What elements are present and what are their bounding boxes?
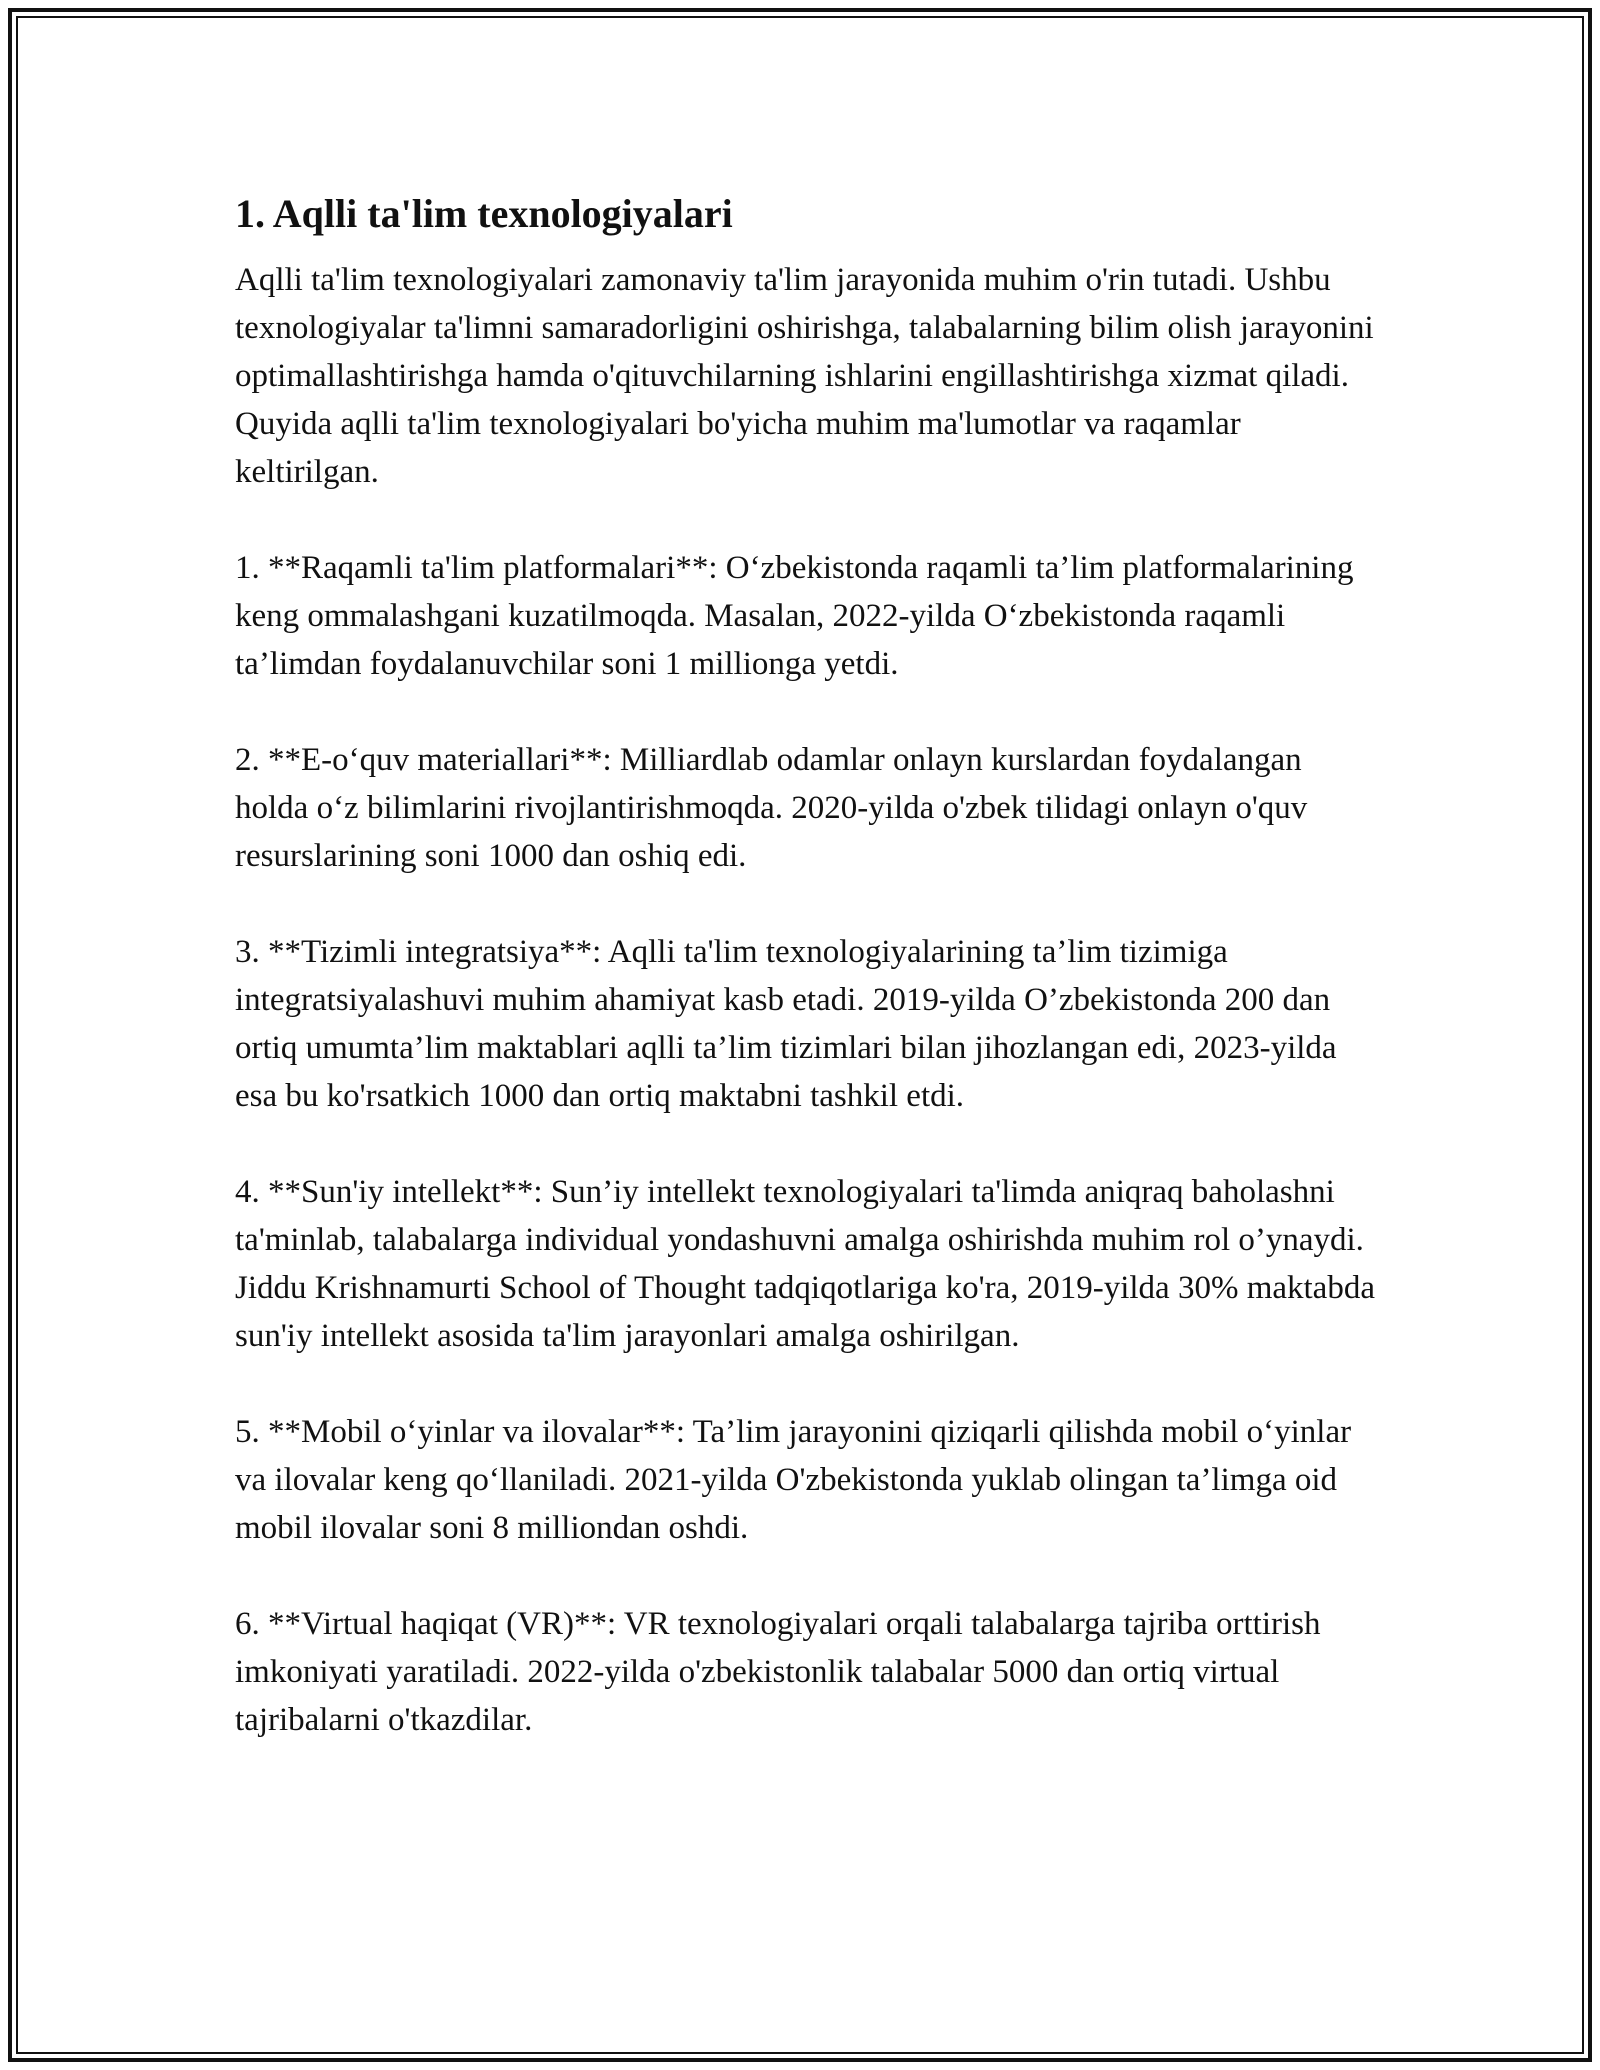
- item-e-learning-materials: 2. **E-o‘quv materiallari**: Milliardlab odamlar onlayn kurslardan foydalangan holda o‘z bilimlarini rivojlantirishmoqda. 2020-yilda o'zbek tilidagi onlayn o'quv resurslarining soni 1000 dan oshiq edi.: [235, 742, 1308, 874]
- intro-paragraph: Aqlli ta'lim texnologiyalari zamonaviy ta'lim jarayonida muhim o'rin tutadi. Ushbu texnologiyalar ta'limni samaradorligini oshirishga, talabalarning bilim olish jarayonini optimallashtirishga hamda o'qituvchilarning ishlarini engillashtirishga xizmat qiladi. Quyida aqlli ta'lim texnologiyalari bo'yicha muhim ma'lumotlar va raqamlar keltirilgan.: [235, 262, 1374, 490]
- item-system-integration: 3. **Tizimli integratsiya**: Aqlli ta'lim texnologiyalarining ta’lim tizimiga integratsiyalashuvi muhim ahamiyat kasb etadi. 2019-yilda O’zbekistonda 200 dan ortiq umumta’lim maktablari aqlli ta’lim tizimlari bilan jihozlangan edi, 2023-yilda esa bu ko'rsatkich 1000 dan ortiq maktabni tashkil etdi.: [235, 934, 1337, 1114]
- item-digital-platforms: 1. **Raqamli ta'lim platformalari**: O‘zbekistonda raqamli ta’lim platformalarining keng ommalashgani kuzatilmoqda. Masalan, 2022-yilda O‘zbekistonda raqamli ta’limdan foydalanuvchilar soni 1 millionga yetdi.: [235, 550, 1354, 682]
- item-artificial-intelligence: 4. **Sun'iy intellekt**: Sun’iy intellekt texnologiyalari ta'limda aniqraq baholashni ta'minlab, talabalarga individual yondashuvni amalga oshirishda muhim rol o’ynaydi. Jiddu Krishnamurti School of Thought tadqiqotlariga ko'ra, 2019-yilda 30% maktabda sun'iy intellekt asosida ta'lim jarayonlari amalga oshirilgan.: [235, 1174, 1375, 1354]
- item-virtual-reality: 6. **Virtual haqiqat (VR)**: VR texnologiyalari orqali talabalarga tajriba orttirish imkoniyati yaratiladi. 2022-yilda o'zbekistonlik talabalar 5000 dan ortiq virtual tajribalarni o'tkazdilar.: [235, 1606, 1321, 1738]
- document-body: [235, 186, 1375, 1744]
- document-title: 1. Aqlli ta'lim texnologiyalari: [235, 191, 733, 236]
- item-mobile-games-apps: 5. **Mobil o‘yinlar va ilovalar**: Ta’lim jarayonini qiziqarli qilishda mobil o‘yinlar va ilovalar keng qo‘llaniladi. 2021-yilda O'zbekistonda yuklab olingan ta’limga oid mobil ilovalar soni 8 milliondan oshdi.: [235, 1414, 1352, 1546]
